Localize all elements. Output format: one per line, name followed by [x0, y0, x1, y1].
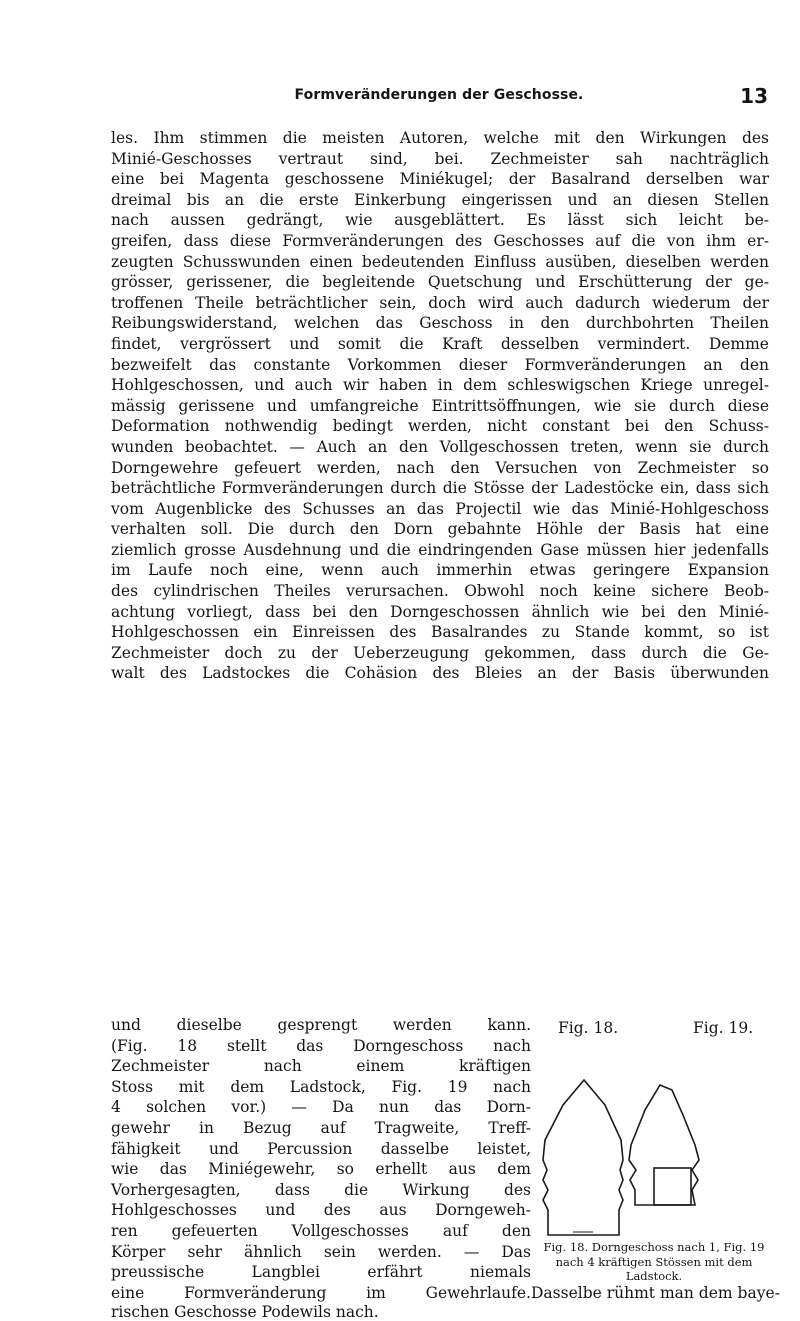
text-line: wunden beobachtet. — Auch an den Vollgeschossen treten, wenn sie durch: [111, 437, 769, 456]
text-line: achtung vorliegt, dass bei den Dorngeschossen ähnlich wie bei den Minié-: [111, 602, 769, 621]
text-line: troffenen Theile beträchtlicher sein, doch wird auch dadurch wiederum der: [111, 293, 769, 312]
text-line: Deformation nothwendig bedingt werden, nicht constant bei den Schuss-: [111, 417, 769, 436]
text-line: walt des Ladstockes die Cohäsion des Bleies an der Basis überwunden: [111, 664, 769, 683]
text-line: Körper sehr ähnlich sein werden. — Das: [111, 1242, 531, 1261]
text-line: zeugten Schusswunden einen bedeutenden Einfluss ausüben, dieselben werden: [111, 252, 769, 271]
text-line: Vorhergesagten, dass die Wirkung des: [111, 1180, 531, 1199]
text-line: im Laufe noch eine, wenn auch immerhin etwas geringere Expansion: [111, 561, 769, 580]
text-line: Minié-Geschosses vertraut sind, bei. Zechmeister sah nachträglich: [111, 149, 769, 168]
text-line: grösser, gerissener, die begleitende Quetschung und Erschütterung der ge-: [111, 273, 769, 292]
text-line: preussische Langblei erfährt niemals: [111, 1263, 531, 1282]
text-line: gewehr in Bezug auf Tragweite, Treff-: [111, 1118, 531, 1137]
text-line: Dorngewehre gefeuert werden, nach den Versuchen von Zechmeister so: [111, 458, 769, 477]
text-line: Stoss mit dem Ladstock, Fig. 19 nach: [111, 1077, 531, 1096]
text-line: wie das Miniégewehr, so erhellt aus dem: [111, 1160, 531, 1179]
tail-last-line: rischen Geschosse Podewils nach.: [111, 1303, 379, 1321]
text-line: (Fig. 18 stellt das Dorngeschoss nach: [111, 1036, 531, 1055]
tail-right-text: Dasselbe rühmt man dem baye-: [531, 1284, 780, 1302]
page-number: 13: [740, 84, 768, 108]
text-line: Hohlgeschossen, und auch wir haben in dem schleswigschen Kriege unregel-: [111, 376, 769, 395]
text-line: greifen, dass diese Formveränderungen des Geschosses auf die von ihm er-: [111, 231, 769, 250]
text-line: eine bei Magenta geschossene Miniékugel; der Basalrand derselben war: [111, 170, 769, 189]
tail-left-text: eine Formveränderung im Gewehrlaufe.: [111, 1284, 531, 1302]
figure-19-label: Fig. 19.: [693, 1019, 754, 1037]
text-line: findet, vergrössert und somit die Kraft desselben vermindert. Demme: [111, 334, 769, 353]
projectile-figures: [535, 1040, 705, 1240]
text-line: les. Ihm stimmen die meisten Autoren, welche mit den Wirkungen des: [111, 129, 769, 147]
text-line: beträchtliche Formveränderungen durch die Stösse der Ladestöcke ein, dass sich: [111, 479, 769, 498]
text-line: mässig gerissene und umfangreiche Eintrittsöffnungen, wie sie durch diese: [111, 396, 769, 415]
tail-line: [111, 1283, 780, 1304]
text-line: dreimal bis an die erste Einkerbung eingerissen und an diesen Stellen: [111, 190, 769, 209]
figure-19-projectile: [629, 1085, 699, 1205]
page-header: [110, 84, 768, 108]
text-line: nach aussen gedrängt, wie ausgeblättert. Es lässt sich leicht be-: [111, 211, 769, 230]
text-line: Zechmeister doch zu der Ueberzeugung gekommen, dass durch die Ge-: [111, 643, 769, 662]
text-line: ren gefeuerten Vollgeschosses auf den: [111, 1221, 531, 1240]
text-line: 4 solchen vor.) — Da nun das Dorn-: [111, 1098, 531, 1117]
figure-18-label: Fig. 18.: [558, 1019, 619, 1037]
text-line: fähigkeit und Percussion dasselbe leistet,: [111, 1139, 531, 1158]
text-line: vom Augenblicke des Schusses an das Projectil wie das Minié-Hohlgeschoss: [111, 499, 769, 518]
paragraph-1: [111, 128, 769, 684]
text-line: bezweifelt das constante Vorkommen dieser Formveränderungen an den: [111, 355, 769, 374]
text-line: verhalten soll. Die durch den Dorn gebahnte Höhle der Basis hat eine: [111, 520, 769, 539]
figure-18-projectile: [543, 1080, 623, 1235]
text-line: Hohlgeschosses und des aus Dorngeweh-: [111, 1201, 531, 1220]
text-line: Hohlgeschossen ein Einreissen des Basalrandes zu Stande kommt, so ist: [111, 623, 769, 642]
running-title: Formveränderungen der Geschosse.: [294, 87, 584, 103]
left-column-text: [111, 1015, 531, 1283]
text-line: Zechmeister nach einem kräftigen: [111, 1057, 531, 1076]
figure-caption: Fig. 18. Dorngeschoss nach 1, Fig. 19 nach 4 kräftigen Stössen mit dem Ladstock.: [543, 1240, 765, 1283]
text-line: und dieselbe gesprengt werden kann.: [111, 1016, 531, 1034]
text-line: des cylindrischen Theiles verursachen. Obwohl noch keine sichere Beob-: [111, 582, 769, 601]
text-line: ziemlich grosse Ausdehnung und die eindringenden Gase müssen hier jedenfalls: [111, 540, 769, 559]
text-line: Reibungswiderstand, welchen das Geschoss in den durchbohrten Theilen: [111, 314, 769, 333]
